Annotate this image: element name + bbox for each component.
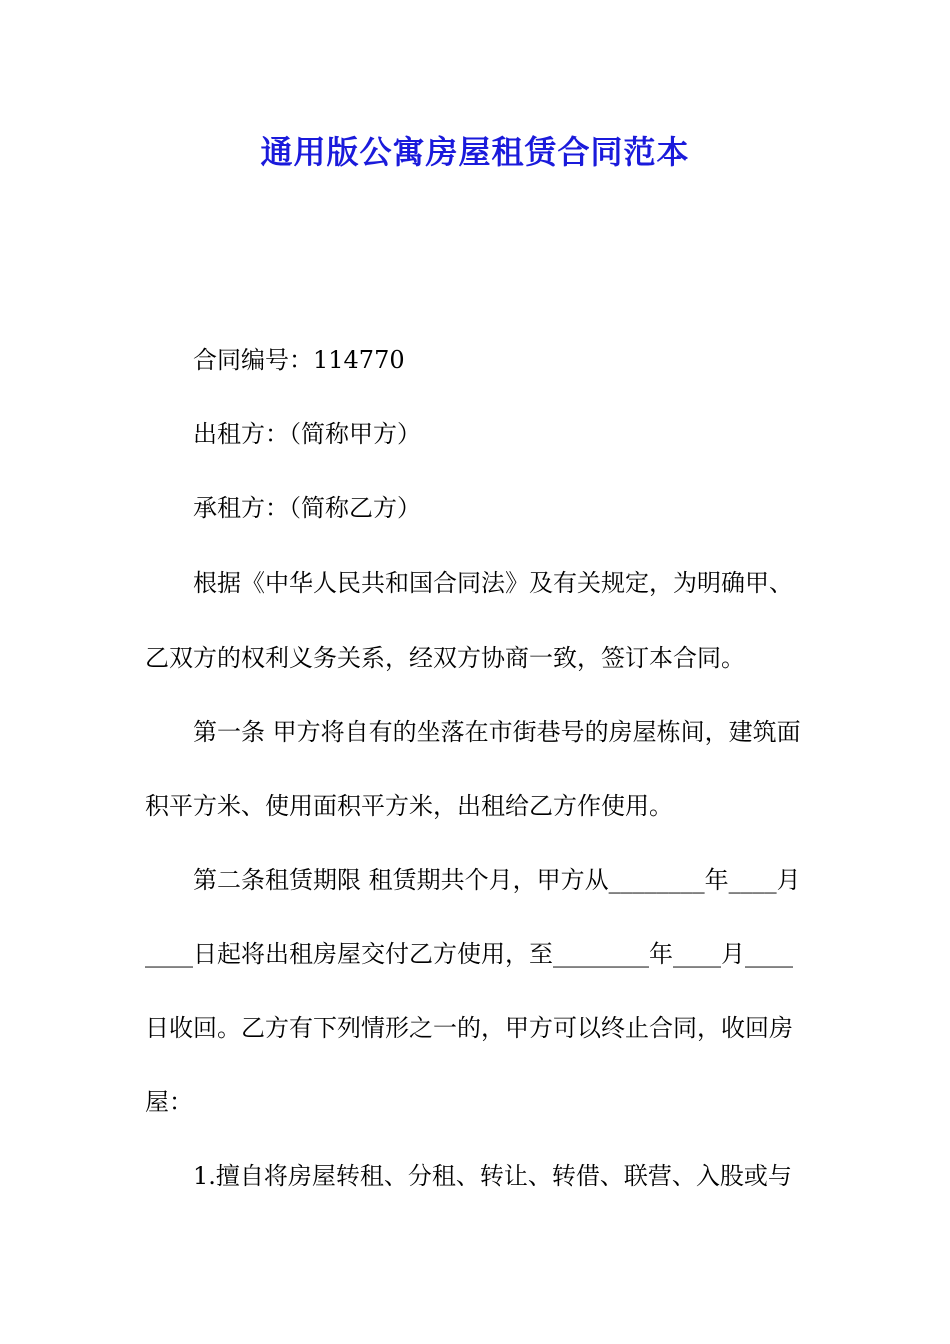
clause-1-line-1: 1.擅自将房屋转租、分租、转让、转借、联营、入股或与 <box>193 1162 792 1190</box>
article-1-line-1: 第一条 甲方将自有的坐落在市街巷号的房屋栋间，建筑面 <box>193 718 801 746</box>
article-1-line-2: 积平方米、使用面积平方米，出租给乙方作使用。 <box>145 792 673 820</box>
lessee-line: 承租方：（简称乙方） <box>193 494 421 522</box>
article-2-line-1: 第二条租赁期限 租赁期共个月，甲方从________年____月 <box>193 866 801 894</box>
preamble-line-1: 根据《中华人民共和国合同法》及有关规定，为明确甲、 <box>193 569 793 597</box>
article-2-line-4: 屋： <box>145 1088 193 1116</box>
contract-number-line: 合同编号：114770 <box>193 346 405 374</box>
document-title: 通用版公寓房屋租赁合同范本 <box>260 133 690 171</box>
article-2-line-2: ____日起将出租房屋交付乙方使用，至________年____月____ <box>145 940 793 968</box>
article-2-line-3: 日收回。乙方有下列情形之一的，甲方可以终止合同，收回房 <box>145 1014 793 1042</box>
lessor-line: 出租方：（简称甲方） <box>193 420 421 448</box>
preamble-line-2: 乙双方的权利义务关系，经双方协商一致，签订本合同。 <box>145 644 745 672</box>
